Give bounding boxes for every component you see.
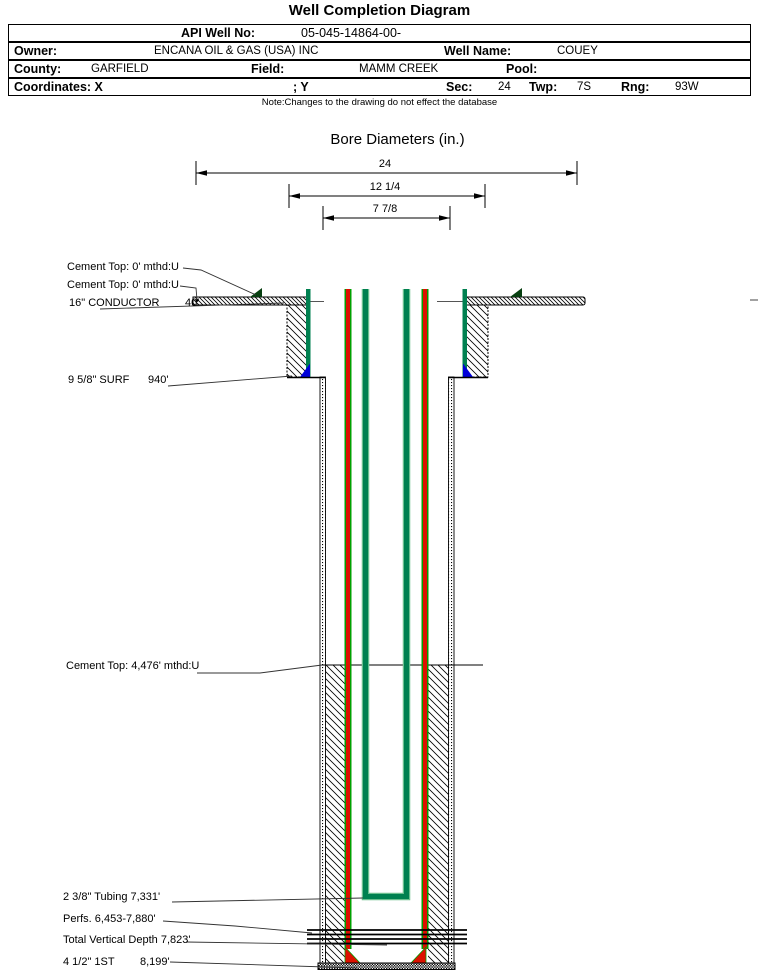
casing-shoe-flare-left [345, 947, 360, 963]
label-perfs: Perfs. 6,453-7,880' [63, 913, 156, 925]
cement-top-marker-right [510, 288, 522, 297]
county-value: GARFIELD [91, 63, 149, 75]
label-cement-top-4476: Cement Top: 4,476' mthd:U [66, 660, 200, 672]
dim-12-arrow-right [474, 193, 485, 199]
production-casing-right [423, 289, 427, 949]
table-row-county [8, 60, 751, 78]
twp-value: 7S [577, 81, 592, 93]
label-tvd: Total Vertical Depth 7,823' [63, 934, 191, 946]
borehole-wall-left [320, 377, 326, 963]
twp-label: Twp: [529, 80, 558, 94]
leader-perfs [163, 921, 312, 933]
tubing [366, 289, 407, 897]
label-surface-casing: 9 5/8" SURF [68, 374, 130, 386]
label-cement-top-1: Cement Top: 0' mthd:U [67, 261, 179, 273]
owner-value: ENCANA OIL & GAS (USA) INC [154, 45, 319, 57]
bore-diameters-title: Bore Diameters (in.) [330, 131, 465, 148]
dim-12-label: 12 1/4 [369, 181, 401, 193]
label-tubing: 2 3/8" Tubing 7,331' [63, 891, 161, 903]
pool-label: Pool: [506, 62, 538, 76]
dim-78-label: 7 7/8 [372, 203, 398, 215]
dim-12-arrow-left [289, 193, 300, 199]
well-name-label: Well Name: [444, 44, 512, 58]
sec-value: 24 [498, 81, 511, 93]
dim-24-arrow-left [196, 170, 207, 176]
label-conductor-depth: 40' [185, 297, 200, 309]
dim-24-label: 24 [378, 158, 392, 170]
field-value: MAMM CREEK [359, 63, 439, 75]
production-casing-left [346, 289, 350, 949]
rng-value: 93W [675, 81, 699, 93]
well-name-value: COUEY [557, 45, 598, 57]
table-row-coordinates [8, 78, 751, 96]
leader-surface-casing [168, 376, 292, 386]
api-value: 05-045-14864-00- [301, 26, 402, 40]
dim-78-arrow-right [439, 215, 450, 221]
borehole-wall-right [449, 377, 455, 963]
dim-line-7-7-8 [323, 203, 450, 230]
label-surface-depth: 940' [148, 374, 169, 386]
coordinate-y-label: ; Y [293, 80, 309, 94]
county-label: County: [14, 62, 62, 76]
header-table [8, 24, 751, 95]
owner-label: Owner: [14, 44, 58, 58]
coordinates-label: Coordinates: X [14, 80, 103, 94]
dim-78-arrow-left [323, 215, 334, 221]
cement-top-marker-left [250, 288, 262, 297]
label-cement-top-2: Cement Top: 0' mthd:U [67, 279, 179, 291]
leader-cement-top-1 [183, 268, 256, 295]
sec-label: Sec: [446, 80, 473, 94]
table-row-owner [8, 42, 751, 60]
cement-sheath-left [326, 666, 346, 964]
cement-sheath-right [428, 666, 449, 964]
conductor-flange-right [463, 297, 585, 305]
well-schematic [0, 150, 759, 972]
casing-shoe-flare-right [411, 947, 426, 963]
dim-24-arrow-right [566, 170, 577, 176]
page-title: Well Completion Diagram [288, 2, 471, 19]
leader-cement-top-4476 [197, 665, 322, 673]
label-conductor: 16" CONDUCTOR [69, 297, 160, 309]
api-label: API Well No: [181, 26, 256, 40]
rng-label: Rng: [621, 80, 650, 94]
label-production-casing: 4 1/2" 1ST [63, 956, 115, 968]
bottom-plug-bar [318, 963, 455, 970]
label-production-depth: 8,199' [140, 956, 170, 968]
tubing-outline [366, 289, 407, 897]
field-label: Field: [251, 62, 285, 76]
database-note: Note:Changes to the drawing do not effect the database [261, 97, 498, 108]
table-row-api [8, 24, 751, 42]
cement-column-upper-right [465, 305, 488, 377]
